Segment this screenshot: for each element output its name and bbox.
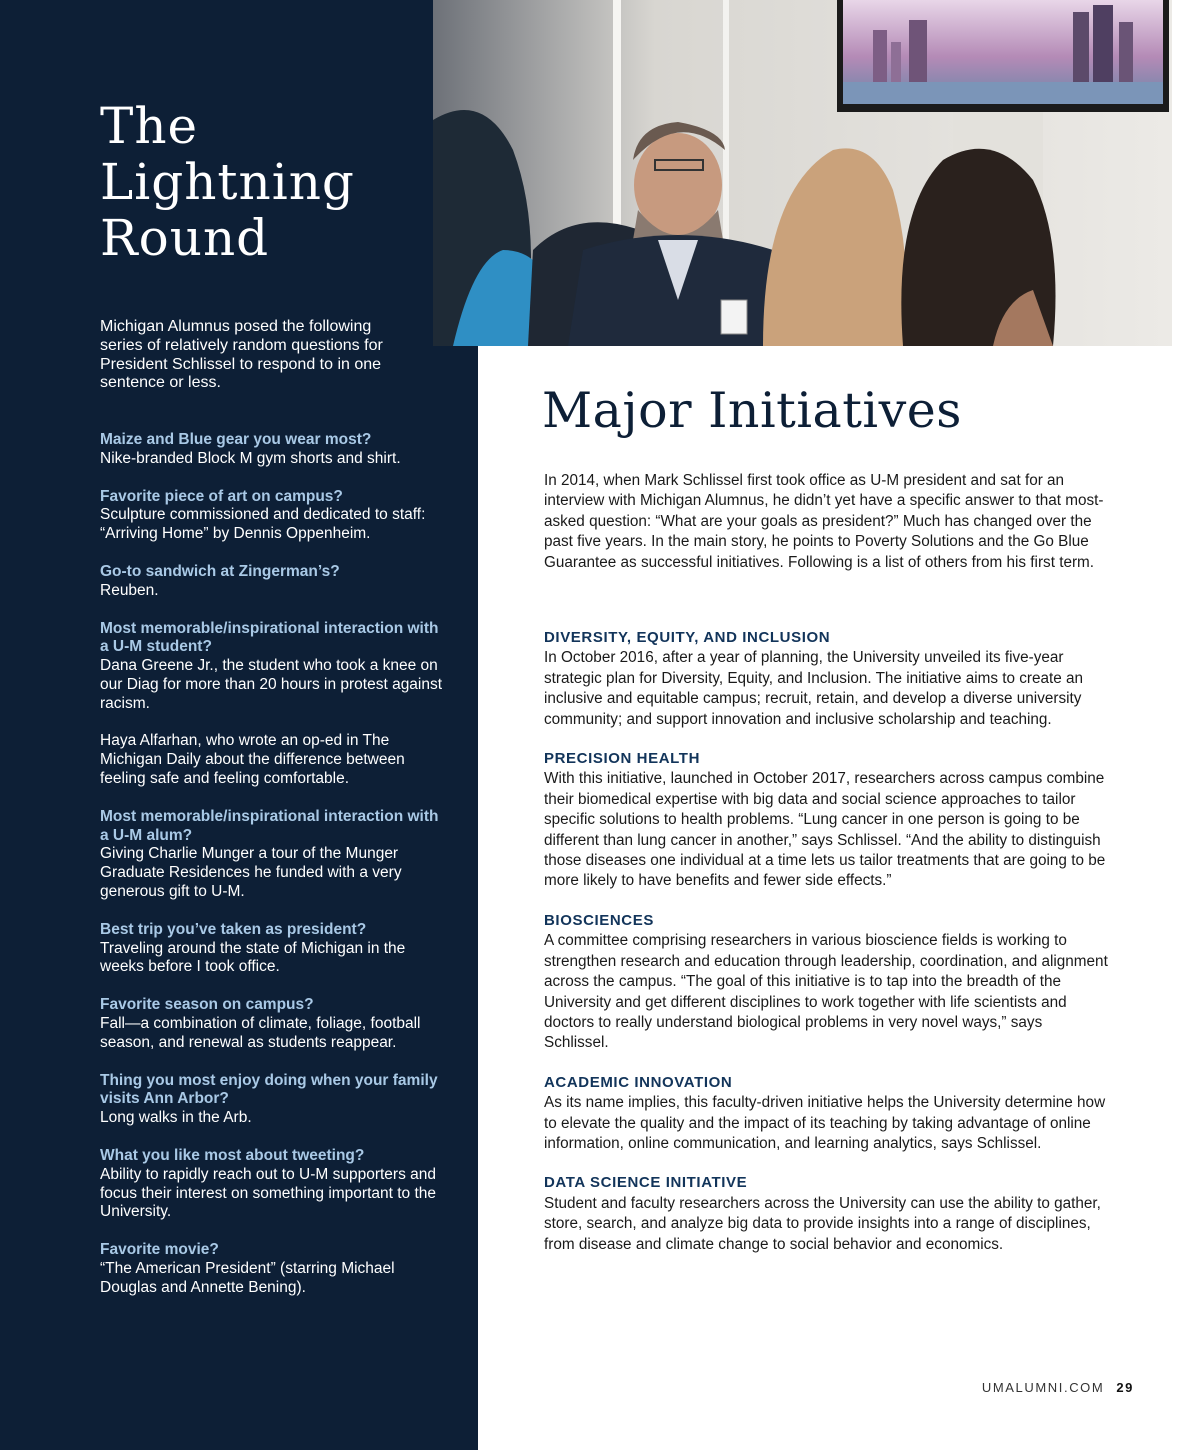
initiative-section	[544, 911, 1109, 1054]
qa-question: Favorite season on campus?	[100, 996, 314, 1014]
sidebar-title	[100, 98, 355, 266]
qa-question: Most memorable/inspirational interaction with a U-M student?	[100, 619, 439, 656]
initiative-heading: ACADEMIC INNOVATION	[544, 1073, 733, 1091]
qa-answer-paragraph: Reuben.	[100, 581, 159, 599]
qa-answer-paragraph: Ability to rapidly reach out to U-M supporters and focus their interest on something important to the University.	[100, 1165, 437, 1221]
main-title: Major Initiatives	[542, 382, 962, 439]
initiatives-list	[544, 628, 1109, 1274]
qa-question: Go-to sandwich at Zingerman’s?	[100, 562, 340, 580]
qa-answer-paragraph: Traveling around the state of Michigan in the weeks before I took office.	[100, 939, 406, 976]
qa-answer	[100, 450, 445, 469]
qa-answer	[100, 657, 445, 789]
initiative-body: As its name implies, this faculty-driven initiative helps the University determine how to elevate the quality and the impact of its teaching by taking advantage of online information, online communication, and learning analytics, says Schlissel.	[544, 1094, 1106, 1152]
initiative-heading: PRECISION HEALTH	[544, 750, 700, 768]
qa-answer	[100, 582, 445, 601]
qa-item	[100, 563, 445, 601]
qa-answer	[100, 1166, 445, 1222]
lightning-round-sidebar	[0, 0, 478, 1450]
qa-item	[100, 431, 445, 469]
qa-question: Best trip you’ve taken as president?	[100, 920, 367, 938]
initiative-body: Student and faculty researchers across the University can use the ability to gather, store, search, and analyze big data to provide insights into a range of disciplines, from disease and climate change to social behavior and economics.	[544, 1194, 1101, 1253]
qa-answer	[100, 1260, 445, 1298]
initiative-section	[544, 749, 1109, 892]
qa-item	[100, 1072, 445, 1128]
main-intro: In 2014, when Mark Schlissel first took office as U-M president and sat for an interview with Michigan Alumnus, he didn’t yet have a specific answer to that most-asked question: “What are your goals as president?” Much has changed over the past five years. In the main story, he points to Poverty Solutions and the Go Blue Guarantee as successful initiatives. Following is a list of others from his first term.	[544, 472, 1104, 571]
qa-answer-paragraph: Sculpture commissioned and dedicated to staff: “Arriving Home” by Dennis Oppenheim.	[100, 506, 426, 543]
qa-answer	[100, 845, 445, 901]
qa-answer-paragraph: “The American President” (starring Michael Douglas and Annette Bening).	[100, 1259, 395, 1296]
qa-question: Thing you most enjoy doing when your family visits Ann Arbor?	[100, 1071, 438, 1108]
initiative-body: A committee comprising researchers in various bioscience fields is working to strengthen research and education through leadership, coordination, and alignment across the campus. “The goal of this initiative is to tap into the breadth of the University and get different disciplines to work together with life scientists and doctors to really understand biological problems in very novel ways,” says Schlissel.	[544, 932, 1108, 1052]
qa-answer	[100, 1109, 445, 1128]
qa-item	[100, 1147, 445, 1222]
initiative-heading: BIOSCIENCES	[544, 911, 654, 929]
initiative-body: In October 2016, after a year of planning, the University unveiled its five-year strategic plan for Diversity, Equity, and Inclusion. The initiative aims to create an inclusive and equitable campus; recruit, retain, and develop a diverse university community; and support innovation and inclusive scholarship and teaching.	[544, 649, 1084, 728]
qa-answer-paragraph: Nike-branded Block M gym shorts and shirt.	[100, 449, 401, 467]
qa-answer	[100, 1015, 445, 1053]
initiative-heading: DIVERSITY, EQUITY, AND INCLUSION	[544, 629, 831, 646]
photo-illustration	[433, 0, 1172, 346]
sidebar-title-line: Lightning	[100, 153, 355, 211]
qa-question: What you like most about tweeting?	[100, 1146, 365, 1164]
initiative-section	[544, 628, 1109, 730]
initiative-section	[544, 1073, 1109, 1155]
qa-item	[100, 921, 445, 977]
page-footer	[982, 1380, 1134, 1395]
qa-question: Favorite movie?	[100, 1241, 219, 1259]
qa-question: Maize and Blue gear you wear most?	[100, 431, 372, 448]
qa-item	[100, 808, 445, 902]
qa-answer-paragraph: Dana Greene Jr., the student who took a knee on our Diag for more than 20 hours in protest against racism.	[100, 657, 443, 712]
qa-item	[100, 488, 445, 544]
qa-answer-paragraph: Long walks in the Arb.	[100, 1109, 252, 1127]
sidebar-title-line: The	[100, 97, 199, 155]
qa-question: Most memorable/inspirational interaction with a U-M alum?	[100, 807, 439, 844]
initiative-body: With this initiative, launched in October 2017, researchers across campus combine their biomedical expertise with big data and social science approaches to tailor specific solutions to health problems. “Lung cancer in one person is going to be different than lung cancer in another,” says Schlissel. “And the ability to distinguish those diseases one individual at a time lets us tailor treatments that are going to be more likely to have benefits and fewer side effects.”	[544, 770, 1106, 890]
page-number: 29	[1116, 1380, 1134, 1395]
qa-answer	[100, 506, 445, 544]
sidebar-intro: Michigan Alumnus posed the following series of relatively random questions for President Schlissel to respond to in one sentence or less.	[100, 318, 383, 392]
qa-question: Favorite piece of art on campus?	[100, 487, 343, 505]
footer-site: UMALUMNI.COM	[981, 1380, 1105, 1395]
qa-answer-paragraph: Fall—a combination of climate, foliage, football season, and renewal as students reappear.	[100, 1014, 421, 1051]
qa-item	[100, 1241, 445, 1297]
initiative-heading: DATA SCIENCE INITIATIVE	[544, 1174, 748, 1192]
qa-answer	[100, 940, 445, 978]
initiative-section	[544, 1173, 1109, 1255]
sidebar-title-line: Round	[100, 209, 270, 267]
qa-item	[100, 620, 445, 789]
qa-answer-paragraph: Haya Alfarhan, who wrote an op-ed in The Michigan Daily about the difference between feeling safe and feeling comfortable.	[100, 732, 405, 787]
qa-answer-paragraph: Giving Charlie Munger a tour of the Munger Graduate Residences he funded with a very generous gift to U-M.	[100, 845, 402, 900]
event-photo	[433, 0, 1172, 346]
qa-list	[100, 431, 445, 1316]
qa-item	[100, 996, 445, 1052]
